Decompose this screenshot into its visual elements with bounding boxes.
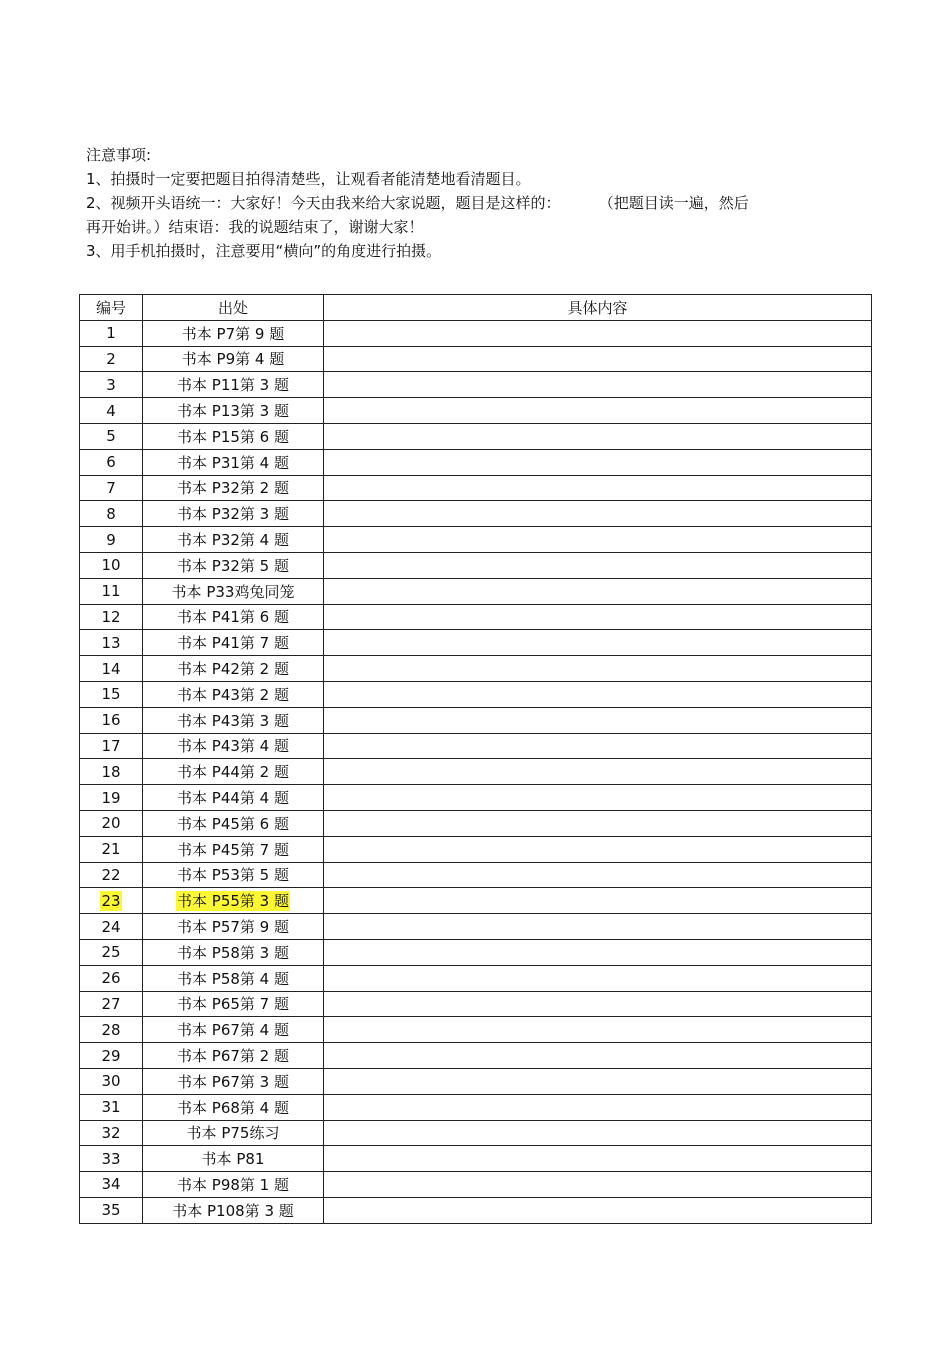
row-source-text: 书本 P43第 2 题 (177, 685, 289, 704)
row-number-cell (80, 1172, 143, 1198)
table-row (80, 501, 872, 527)
row-number-text: 32 (101, 1123, 121, 1142)
table-row (80, 862, 872, 888)
row-source-text: 书本 P7第 9 题 (181, 324, 285, 343)
row-source-cell (143, 733, 324, 759)
row-source-cell (143, 1094, 324, 1120)
row-number-text: 15 (101, 685, 121, 704)
row-number-text: 16 (101, 711, 121, 730)
table-row (80, 346, 872, 372)
row-number-text: 31 (101, 1098, 121, 1117)
row-source-text: 书本 P31第 4 题 (177, 453, 289, 472)
table-row (80, 1017, 872, 1043)
row-source-text: 书本 P33鸡兔同笼 (171, 582, 295, 601)
row-number-text: 5 (106, 427, 116, 446)
row-number-cell (80, 1043, 143, 1069)
table-row (80, 527, 872, 553)
row-source-text: 书本 P57第 9 题 (177, 918, 289, 937)
table-row (80, 630, 872, 656)
row-source-cell (143, 759, 324, 785)
row-number-text: 13 (101, 633, 121, 652)
row-content-cell (324, 1197, 872, 1223)
row-content-cell (324, 707, 872, 733)
table-row (80, 1120, 872, 1146)
row-number-text: 23 (101, 891, 121, 910)
row-number-cell (80, 1120, 143, 1146)
row-source-cell (143, 398, 324, 424)
row-number-cell (80, 475, 143, 501)
row-number-text: 6 (106, 453, 116, 472)
row-content-cell (324, 604, 872, 630)
row-source-text: 书本 P65第 7 题 (177, 995, 289, 1014)
row-source-cell (143, 578, 324, 604)
row-number-text: 7 (106, 478, 116, 497)
row-content-cell (324, 965, 872, 991)
row-source-cell (143, 1197, 324, 1223)
row-source-cell (143, 1172, 324, 1198)
row-number-text: 22 (101, 865, 121, 884)
row-content-cell (324, 1120, 872, 1146)
row-source-cell (143, 785, 324, 811)
row-source-text: 书本 P68第 4 题 (177, 1098, 289, 1117)
row-source-cell (143, 346, 324, 372)
row-source-text: 书本 P42第 2 题 (177, 660, 289, 679)
row-number-cell (80, 398, 143, 424)
header-source: 出处 (143, 295, 324, 321)
row-source-cell (143, 475, 324, 501)
table-row (80, 836, 872, 862)
row-source-cell (143, 423, 324, 449)
row-number-cell (80, 836, 143, 862)
row-content-cell (324, 785, 872, 811)
row-number-cell (80, 1146, 143, 1172)
row-number-cell (80, 965, 143, 991)
row-number-cell (80, 733, 143, 759)
table-row (80, 398, 872, 424)
row-source-cell (143, 914, 324, 940)
row-number-cell (80, 759, 143, 785)
row-content-cell (324, 630, 872, 656)
topic-table (79, 294, 872, 1224)
table-row (80, 656, 872, 682)
table-row (80, 320, 872, 346)
row-source-text: 书本 P32第 3 题 (177, 505, 289, 524)
row-number-cell (80, 423, 143, 449)
row-number-cell (80, 527, 143, 553)
row-number-text: 27 (101, 994, 121, 1013)
row-source-text: 书本 P108第 3 题 (172, 1201, 294, 1220)
row-source-cell (143, 1043, 324, 1069)
row-content-cell (324, 1068, 872, 1094)
table-row (80, 552, 872, 578)
row-number-cell (80, 604, 143, 630)
row-source-text: 书本 P13第 3 题 (177, 402, 289, 421)
row-source-cell (143, 1120, 324, 1146)
table-row (80, 423, 872, 449)
table-row (80, 991, 872, 1017)
row-content-cell (324, 475, 872, 501)
row-number-cell (80, 681, 143, 707)
row-content-cell (324, 733, 872, 759)
row-number-cell (80, 785, 143, 811)
table-row (80, 1197, 872, 1223)
row-source-text: 书本 P45第 7 题 (177, 840, 289, 859)
table-row (80, 681, 872, 707)
row-source-text: 书本 P67第 4 题 (177, 1021, 289, 1040)
row-number-cell (80, 501, 143, 527)
table-row (80, 733, 872, 759)
row-number-text: 20 (101, 814, 121, 833)
row-source-text: 书本 P43第 3 题 (177, 711, 289, 730)
row-source-cell (143, 991, 324, 1017)
row-source-cell (143, 862, 324, 888)
table-row (80, 888, 872, 914)
row-number-cell (80, 1197, 143, 1223)
row-content-cell (324, 1146, 872, 1172)
row-number-cell (80, 914, 143, 940)
row-content-cell (324, 939, 872, 965)
row-source-cell (143, 320, 324, 346)
row-source-cell (143, 888, 324, 914)
row-content-cell (324, 320, 872, 346)
row-number-cell (80, 656, 143, 682)
row-source-text: 书本 P53第 5 题 (177, 866, 289, 885)
table-row (80, 785, 872, 811)
row-source-cell (143, 372, 324, 398)
row-content-cell (324, 372, 872, 398)
table-row (80, 372, 872, 398)
row-content-cell (324, 501, 872, 527)
row-content-cell (324, 346, 872, 372)
row-number-cell (80, 449, 143, 475)
row-number-text: 17 (101, 736, 121, 755)
header-content: 具体内容 (324, 295, 872, 321)
table-row (80, 1068, 872, 1094)
table-row (80, 1172, 872, 1198)
row-number-text: 30 (101, 1072, 121, 1091)
row-number-cell (80, 1068, 143, 1094)
row-content-cell (324, 914, 872, 940)
row-number-cell (80, 810, 143, 836)
row-number-text: 2 (106, 349, 116, 368)
row-content-cell (324, 423, 872, 449)
table-header-row (80, 295, 872, 321)
row-number-text: 11 (101, 582, 121, 601)
table-row (80, 604, 872, 630)
table-row (80, 475, 872, 501)
row-number-cell (80, 346, 143, 372)
row-number-text: 8 (106, 504, 116, 523)
row-number-text: 33 (101, 1149, 121, 1168)
row-source-text: 书本 P41第 6 题 (177, 608, 289, 627)
table-row (80, 1146, 872, 1172)
row-source-cell (143, 630, 324, 656)
row-content-cell (324, 1172, 872, 1198)
row-source-cell (143, 604, 324, 630)
row-source-text: 书本 P15第 6 题 (177, 427, 289, 446)
row-number-cell (80, 862, 143, 888)
row-number-text: 1 (106, 324, 116, 343)
row-source-text: 书本 P98第 1 题 (177, 1175, 289, 1194)
row-content-cell (324, 578, 872, 604)
row-number-cell (80, 939, 143, 965)
row-source-cell (143, 1068, 324, 1094)
note-item-2-line-2: 再开始讲。）结束语：我的说题结束了，谢谢大家！ (86, 218, 424, 236)
table-row (80, 1094, 872, 1120)
row-content-cell (324, 1043, 872, 1069)
row-number-cell (80, 372, 143, 398)
row-number-text: 14 (101, 659, 121, 678)
table-row (80, 707, 872, 733)
row-source-cell (143, 681, 324, 707)
row-number-text: 19 (101, 788, 121, 807)
row-source-text: 书本 P11第 3 题 (177, 376, 289, 395)
row-content-cell (324, 862, 872, 888)
row-number-text: 35 (101, 1201, 121, 1220)
row-number-text: 34 (101, 1175, 121, 1194)
table-row (80, 759, 872, 785)
row-number-cell (80, 707, 143, 733)
row-source-text: 书本 P32第 5 题 (177, 556, 289, 575)
notes-section (86, 143, 866, 263)
row-number-cell (80, 578, 143, 604)
table-row (80, 578, 872, 604)
header-number: 编号 (80, 295, 143, 321)
row-source-cell (143, 552, 324, 578)
row-source-cell (143, 939, 324, 965)
row-number-text: 28 (101, 1020, 121, 1039)
table-row (80, 965, 872, 991)
row-content-cell (324, 991, 872, 1017)
row-source-cell (143, 707, 324, 733)
row-source-cell (143, 1146, 324, 1172)
row-source-cell (143, 1017, 324, 1043)
row-number-text: 21 (101, 840, 121, 859)
row-number-text: 9 (106, 530, 116, 549)
row-source-cell (143, 810, 324, 836)
row-source-cell (143, 501, 324, 527)
row-content-cell (324, 1094, 872, 1120)
row-source-cell (143, 965, 324, 991)
table-body (80, 320, 872, 1223)
row-source-text: 书本 P58第 3 题 (177, 943, 289, 962)
row-number-text: 4 (106, 401, 116, 420)
row-number-cell (80, 552, 143, 578)
row-source-text: 书本 P44第 4 题 (177, 789, 289, 808)
row-source-text: 书本 P9第 4 题 (181, 350, 285, 369)
row-number-cell (80, 630, 143, 656)
row-source-text: 书本 P32第 4 题 (177, 531, 289, 550)
row-number-text: 26 (101, 969, 121, 988)
row-content-cell (324, 888, 872, 914)
row-number-text: 10 (101, 556, 121, 575)
row-content-cell (324, 836, 872, 862)
row-source-cell (143, 836, 324, 862)
row-number-text: 12 (101, 607, 121, 626)
table-row (80, 914, 872, 940)
note-item-2-line-1: 2、视频开头语统一：大家好！今天由我来给大家说题，题目是这样的： （把题目读一遍，然后 (86, 194, 749, 212)
row-number-cell (80, 991, 143, 1017)
row-content-cell (324, 527, 872, 553)
row-number-cell (80, 888, 143, 914)
row-content-cell (324, 1017, 872, 1043)
row-source-text: 书本 P55第 3 题 (177, 892, 289, 911)
row-source-cell (143, 449, 324, 475)
row-content-cell (324, 656, 872, 682)
note-item-3: 3、用手机拍摄时，注意要用“横向”的角度进行拍摄。 (86, 242, 442, 260)
row-number-text: 24 (101, 917, 121, 936)
row-source-text: 书本 P67第 2 题 (177, 1047, 289, 1065)
row-content-cell (324, 810, 872, 836)
table-row (80, 1043, 872, 1069)
row-source-text: 书本 P75练习 (186, 1124, 280, 1143)
notes-title: 注意事项: (86, 146, 152, 164)
row-source-text: 书本 P43第 4 题 (177, 737, 289, 756)
row-source-text: 书本 P41第 7 题 (177, 634, 289, 653)
row-source-text: 书本 P45第 6 题 (177, 814, 289, 833)
table-row (80, 939, 872, 965)
row-number-cell (80, 1094, 143, 1120)
row-number-text: 3 (106, 375, 116, 394)
row-content-cell (324, 449, 872, 475)
row-source-text: 书本 P44第 2 题 (177, 763, 289, 782)
row-content-cell (324, 681, 872, 707)
row-source-text: 书本 P58第 4 题 (177, 969, 289, 988)
row-source-text: 书本 P81 (201, 1150, 265, 1169)
table-row (80, 449, 872, 475)
row-number-cell (80, 1017, 143, 1043)
row-number-text: 25 (101, 943, 121, 962)
row-content-cell (324, 398, 872, 424)
row-source-text: 书本 P32第 2 题 (177, 479, 289, 498)
note-item-1: 1、拍摄时一定要把题目拍得清楚些，让观看者能清楚地看清题目。 (86, 170, 531, 188)
row-number-text: 18 (101, 762, 121, 781)
row-content-cell (324, 552, 872, 578)
table-row (80, 810, 872, 836)
row-source-cell (143, 527, 324, 553)
row-number-text: 29 (101, 1046, 121, 1065)
row-source-cell (143, 656, 324, 682)
row-number-cell (80, 320, 143, 346)
row-source-text: 书本 P67第 3 题 (177, 1072, 289, 1091)
row-content-cell (324, 759, 872, 785)
